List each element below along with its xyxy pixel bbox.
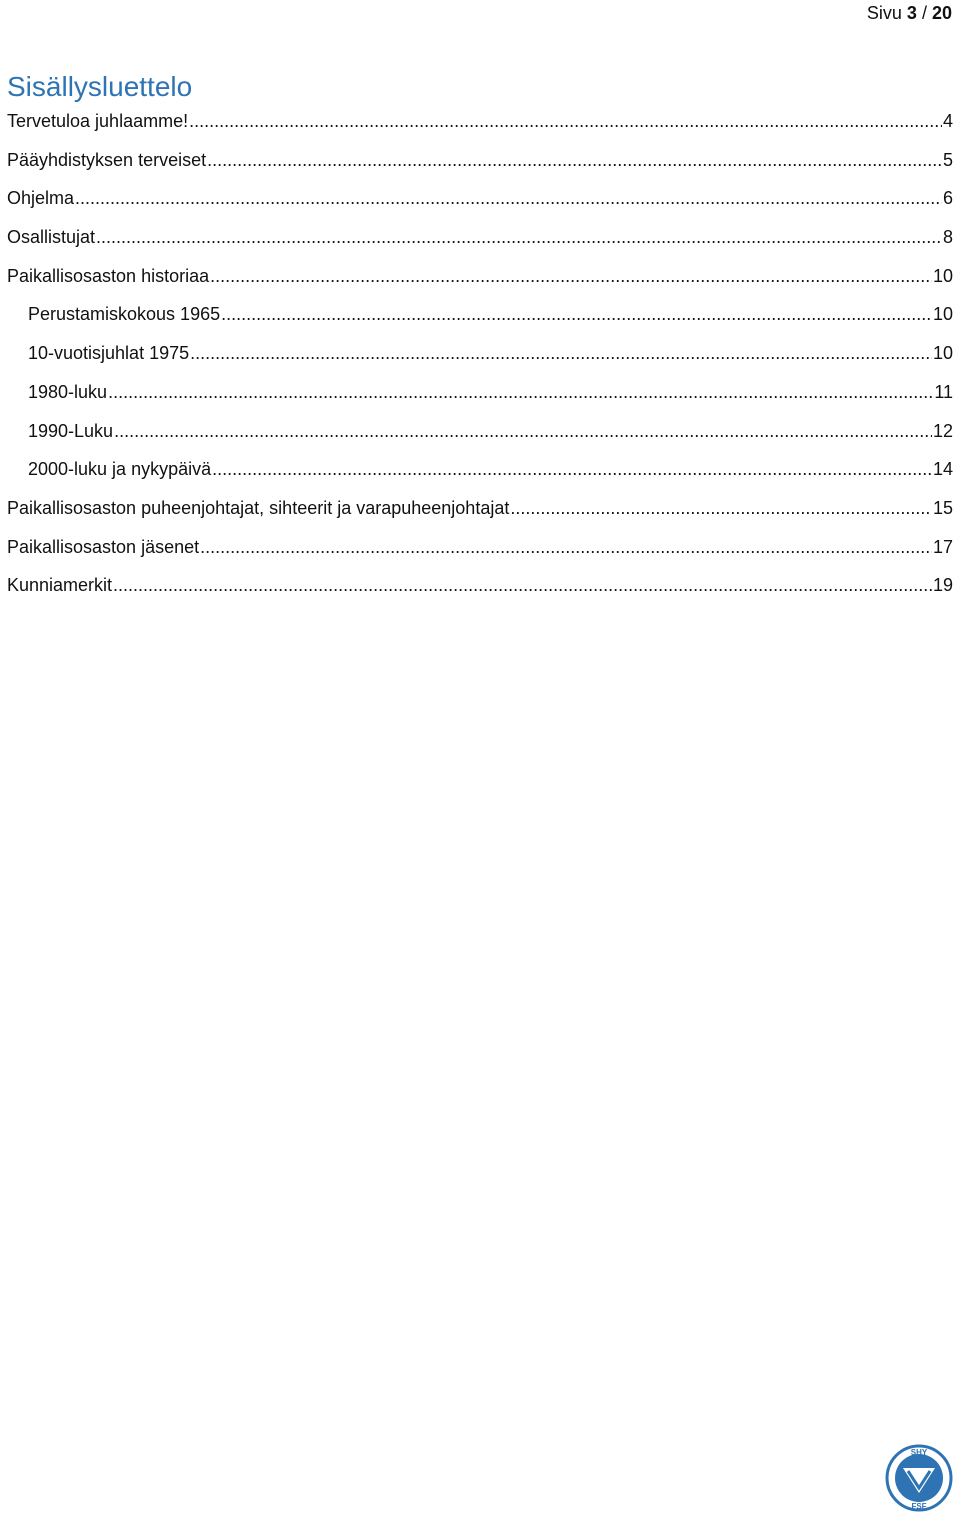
toc-entry-label: 2000-luku ja nykypäivä (28, 459, 212, 480)
toc-entry-page-number: 8 (942, 227, 953, 248)
toc-entry[interactable] (7, 418, 953, 457)
toc-title: Sisällysluettelo (7, 71, 193, 102)
toc-entry-page-number: 14 (932, 459, 953, 480)
toc-entry[interactable] (7, 185, 953, 224)
toc-entry[interactable] (7, 495, 953, 534)
table-of-contents (7, 108, 953, 611)
toc-entry-label: 10-vuotisjuhlat 1975 (28, 343, 190, 364)
toc-entry-label: Paikallisosaston puheenjohtajat, sihteerit ja varapuheenjohtajat (7, 497, 510, 518)
toc-dot-leader (200, 534, 932, 560)
total-pages: 20 (931, 3, 952, 23)
toc-entry[interactable] (7, 263, 953, 302)
toc-entry-label: 1990-Luku (28, 420, 114, 441)
toc-entry-label: Kunniamerkit (7, 575, 113, 596)
toc-dot-leader (108, 379, 933, 405)
logo-bottom-text: FSF (911, 1502, 927, 1511)
toc-entry-page-number: 6 (942, 188, 953, 209)
toc-entry[interactable] (7, 340, 953, 379)
logo-top-text: SHY (910, 1448, 928, 1457)
toc-entry-page-number: 4 (942, 111, 953, 131)
toc-entry-page-number: 15 (932, 497, 953, 518)
toc-entry-label: Perustamiskokous 1965 (28, 304, 221, 325)
page-prefix: Sivu (866, 3, 902, 23)
toc-dot-leader (75, 185, 942, 211)
toc-entry-page-number: 10 (932, 265, 953, 286)
toc-entry[interactable] (7, 224, 953, 263)
toc-entry-label: Paikallisosaston jäsenet (7, 536, 200, 557)
toc-entry-page-number: 17 (932, 536, 953, 557)
toc-entry[interactable] (7, 379, 953, 418)
toc-dot-leader (212, 456, 932, 482)
association-logo-icon (884, 1443, 954, 1513)
toc-entry[interactable] (7, 534, 953, 573)
toc-entry-label: 1980-luku (28, 381, 108, 402)
toc-dot-leader (189, 108, 942, 134)
toc-dot-leader (113, 572, 932, 598)
toc-dot-leader (510, 495, 932, 521)
toc-dot-leader (207, 147, 942, 173)
toc-dot-leader (96, 224, 942, 250)
page-separator: / (921, 3, 927, 23)
toc-dot-leader (210, 263, 932, 289)
toc-entry[interactable] (7, 301, 953, 340)
toc-entry-label: Paikallisosaston historiaa (7, 265, 210, 286)
toc-entry-page-number: 10 (932, 304, 953, 325)
toc-entry-page-number: 10 (932, 343, 953, 364)
toc-entry-label: Pääyhdistyksen terveiset (7, 149, 207, 170)
toc-dot-leader (114, 418, 932, 444)
toc-entry-page-number: 5 (942, 149, 953, 170)
toc-entry[interactable] (7, 456, 953, 495)
current-page: 3 (906, 3, 917, 23)
toc-dot-leader (190, 340, 932, 366)
toc-entry-label: Tervetuloa juhlaamme! (7, 111, 189, 131)
toc-entry-page-number: 12 (932, 420, 953, 441)
toc-entry[interactable] (7, 108, 953, 147)
toc-entry-page-number: 19 (932, 575, 953, 596)
toc-entry[interactable] (7, 147, 953, 186)
page-number-header (867, 2, 952, 24)
toc-entry-label: Ohjelma (7, 188, 75, 209)
toc-entry[interactable] (7, 572, 953, 611)
toc-dot-leader (221, 301, 932, 327)
toc-entry-page-number: 11 (934, 381, 953, 402)
toc-entry-label: Osallistujat (7, 227, 96, 248)
